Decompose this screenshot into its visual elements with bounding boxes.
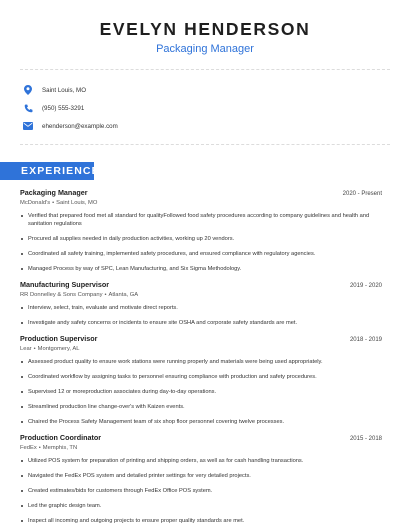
job-company: Lear (20, 346, 32, 352)
contact-phone (22, 99, 118, 117)
candidate-name: EVELYN HENDERSON (99, 19, 311, 39)
job-bullets (20, 304, 382, 327)
job-location: Montgomery, AL (37, 346, 80, 352)
job-company: FedEx (20, 445, 37, 451)
job-company: RR Donnelley & Sons Company (20, 292, 103, 298)
job-location: Atlanta, GA (108, 292, 139, 298)
bullet-item: Verified that prepared food met all standard for qualityFollowed food safety procedures according to company guidelines and health and sanitation regulations (20, 212, 382, 228)
bullet-item: Led the graphic design team. (20, 502, 382, 510)
bullet-item: Managed Process by way of SPC, Lean Manufacturing, and Six Sigma Methodology. (20, 265, 382, 273)
contact-location (22, 81, 118, 99)
contact-divider (20, 144, 390, 145)
bullet-item: Coordinated workflow by assigning tasks to personnel ensuring compliance with production and safety procedures. (20, 373, 382, 381)
separator-dot: • (52, 200, 55, 206)
job-entry (20, 280, 382, 327)
job-dates: 2020 - Present (342, 191, 382, 197)
job-location: Saint Louis, MO (56, 200, 98, 206)
job-header (20, 280, 382, 291)
bullet-item: Interview, select, train, evaluate and motivate direct reports. (20, 304, 382, 312)
separator-dot: • (38, 445, 41, 451)
job-entry (20, 334, 382, 426)
job-bullets (20, 358, 382, 426)
bullet-item: Streamlined production line change-over's with Kaizen events. (20, 403, 382, 411)
bullet-item: Assessed product quality to ensure work stations were running properly and materials were being used appropriately. (20, 358, 382, 366)
job-company-line (20, 445, 382, 455)
bullet-item: Supervised 12 or moreproduction associates during day-to-day operations. (20, 388, 382, 396)
bullet-item: Inspect all incoming and outgoing projects to ensure proper quality standards are met. (20, 517, 382, 525)
bullet-item: Investigate andy safety concerns or incidents to ensure site OSHA and corporate safety standards are met. (20, 319, 382, 327)
job-title: Packaging Manager (20, 188, 88, 197)
location-pin-icon (22, 84, 34, 96)
bullet-item: Coordinated all safety training, implemented safety procedures, and ensured compliance with regulatory agencies. (20, 250, 382, 258)
job-dates: 2019 - 2020 (349, 283, 382, 289)
job-company-line (20, 200, 382, 210)
job-header (20, 433, 382, 444)
job-header (20, 334, 382, 345)
job-title: Manufacturing Supervisor (20, 280, 110, 289)
job-dates: 2015 - 2018 (349, 436, 382, 442)
separator-dot: • (104, 292, 107, 298)
job-header (20, 188, 382, 199)
separator-dot: • (33, 346, 36, 352)
job-title: Production Supervisor (20, 334, 98, 343)
bullet-item: Created estimates/bids for customers through FedEx Office POS system. (20, 487, 382, 495)
job-bullets (20, 457, 382, 525)
job-company: McDonald's (20, 200, 51, 206)
email-icon (22, 120, 34, 132)
contact-block (22, 81, 118, 135)
experience-section-header (0, 162, 100, 180)
job-company-line (20, 346, 382, 356)
phone-icon (22, 102, 34, 114)
candidate-role: Packaging Manager (156, 43, 254, 55)
contact-email (22, 117, 118, 135)
job-bullets (20, 212, 382, 273)
phone-text: (950) 555-3291 (42, 104, 85, 112)
resume-header (0, 0, 410, 56)
bullet-item: Chaired the Process Safety Management team of six shop floor personnel covering twelve processes. (20, 418, 382, 426)
job-title: Production Coordinator (20, 433, 102, 442)
job-location: Memphis, TN (42, 445, 78, 451)
email-text: ehenderson@example.com (42, 122, 118, 130)
experience-list (20, 188, 382, 530)
job-dates: 2018 - 2019 (349, 337, 382, 343)
location-text: Saint Louis, MO (42, 86, 87, 94)
header-divider (20, 69, 390, 70)
bullet-item: Procured all supplies needed in daily production activities, working up 20 vendors. (20, 235, 382, 243)
bullet-item: Navigated the FedEx POS system and detailed printer settings for very detailed projects. (20, 472, 382, 480)
experience-heading: EXPERIENCE (21, 165, 100, 177)
job-entry (20, 188, 382, 273)
bullet-item: Utilized POS system for preparation of printing and shipping orders, as well as for cash handling transactions. (20, 457, 382, 465)
job-entry (20, 433, 382, 525)
job-company-line (20, 292, 382, 302)
